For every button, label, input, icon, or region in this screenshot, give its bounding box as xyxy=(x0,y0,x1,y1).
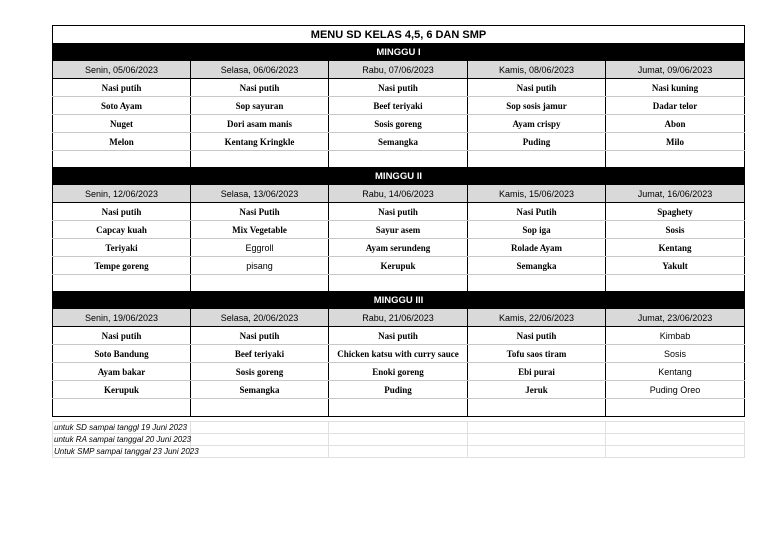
menu-cell: Semangka xyxy=(329,133,468,151)
note-smp: Untuk SMP sampai tanggal 23 Juni 2023 xyxy=(54,447,199,456)
menu-cell: Teriyaki xyxy=(53,239,191,257)
empty-cell xyxy=(468,275,606,292)
menu-cell: Sayur asem xyxy=(329,221,468,239)
day-header: Rabu, 21/06/2023 xyxy=(329,309,468,327)
menu-cell: Nasi putih xyxy=(329,79,468,97)
menu-cell: Nasi putih xyxy=(191,327,329,345)
menu-cell: Beef teriyaki xyxy=(329,97,468,115)
menu-sheet xyxy=(52,25,744,458)
menu-cell: Nasi putih xyxy=(53,327,191,345)
menu-cell: Enoki goreng xyxy=(329,363,468,381)
menu-cell: Mix Vegetable xyxy=(191,221,329,239)
empty-cell xyxy=(468,399,606,417)
menu-cell: Tempe goreng xyxy=(53,257,191,275)
empty-cell xyxy=(191,151,329,168)
menu-cell: Ebi purai xyxy=(468,363,606,381)
menu-cell: Nuget xyxy=(53,115,191,133)
empty-cell xyxy=(329,422,468,434)
day-header: Kamis, 22/06/2023 xyxy=(468,309,606,327)
day-header: Senin, 12/06/2023 xyxy=(53,185,191,203)
menu-cell: Nasi putih xyxy=(329,203,468,221)
menu-cell: Ayam crispy xyxy=(468,115,606,133)
day-header: Kamis, 15/06/2023 xyxy=(468,185,606,203)
menu-cell: Beef teriyaki xyxy=(191,345,329,363)
empty-cell xyxy=(329,446,468,458)
menu-cell: Nasi putih xyxy=(468,327,606,345)
menu-table xyxy=(52,25,745,458)
menu-cell: Soto Ayam xyxy=(53,97,191,115)
menu-cell: pisang xyxy=(191,257,329,275)
empty-cell xyxy=(606,275,745,292)
menu-cell: Kerupuk xyxy=(53,381,191,399)
menu-cell: Sosis xyxy=(606,221,745,239)
day-header: Senin, 19/06/2023 xyxy=(53,309,191,327)
day-header: Senin, 05/06/2023 xyxy=(53,61,191,79)
empty-cell xyxy=(606,399,745,417)
empty-cell xyxy=(606,446,745,458)
day-header: Selasa, 20/06/2023 xyxy=(191,309,329,327)
empty-cell xyxy=(191,434,329,446)
empty-cell xyxy=(191,422,329,434)
empty-cell xyxy=(329,399,468,417)
menu-cell: Kentang xyxy=(606,363,745,381)
menu-cell: Kerupuk xyxy=(329,257,468,275)
menu-cell: Dori asam manis xyxy=(191,115,329,133)
menu-cell: Melon xyxy=(53,133,191,151)
week-header: MINGGU III xyxy=(53,292,745,309)
menu-cell: Sosis goreng xyxy=(329,115,468,133)
day-header: Jumat, 16/06/2023 xyxy=(606,185,745,203)
menu-cell: Capcay kuah xyxy=(53,221,191,239)
menu-cell: Nasi Putih xyxy=(468,203,606,221)
day-header: Selasa, 13/06/2023 xyxy=(191,185,329,203)
menu-cell: Sop sosis jamur xyxy=(468,97,606,115)
empty-cell xyxy=(468,434,606,446)
empty-cell xyxy=(329,275,468,292)
empty-cell xyxy=(468,422,606,434)
day-header: Rabu, 07/06/2023 xyxy=(329,61,468,79)
menu-cell: Sop iga xyxy=(468,221,606,239)
empty-cell xyxy=(191,446,329,458)
menu-cell: Kentang xyxy=(606,239,745,257)
menu-cell: Nasi putih xyxy=(53,203,191,221)
day-header: Jumat, 09/06/2023 xyxy=(606,61,745,79)
day-header: Selasa, 06/06/2023 xyxy=(191,61,329,79)
menu-cell: Sop sayuran xyxy=(191,97,329,115)
menu-cell: Kentang Kringkle xyxy=(191,133,329,151)
empty-cell xyxy=(53,275,191,292)
menu-cell: Eggroll xyxy=(191,239,329,257)
menu-title: MENU SD KELAS 4,5, 6 DAN SMP xyxy=(53,26,745,44)
menu-cell: Ayam bakar xyxy=(53,363,191,381)
menu-cell: Nasi putih xyxy=(191,79,329,97)
empty-cell xyxy=(53,151,191,168)
menu-cell: Puding xyxy=(329,381,468,399)
day-header: Kamis, 08/06/2023 xyxy=(468,61,606,79)
menu-cell: Jeruk xyxy=(468,381,606,399)
empty-cell xyxy=(606,151,745,168)
menu-cell: Rolade Ayam xyxy=(468,239,606,257)
menu-cell: Milo xyxy=(606,133,745,151)
menu-cell: Puding xyxy=(468,133,606,151)
menu-cell: Semangka xyxy=(468,257,606,275)
menu-cell: Soto Bandung xyxy=(53,345,191,363)
empty-cell xyxy=(191,275,329,292)
menu-cell: Nasi putih xyxy=(53,79,191,97)
menu-cell: Dadar telor xyxy=(606,97,745,115)
note-sd: untuk SD sampai tanggl 19 Juni 2023 xyxy=(53,422,191,434)
menu-cell: Sosis xyxy=(606,345,745,363)
menu-cell: Ayam serundeng xyxy=(329,239,468,257)
empty-cell xyxy=(329,151,468,168)
empty-cell xyxy=(606,434,745,446)
week-header: MINGGU II xyxy=(53,168,745,185)
menu-cell: Nasi putih xyxy=(468,79,606,97)
menu-cell: Nasi kuning xyxy=(606,79,745,97)
menu-cell: Sosis goreng xyxy=(191,363,329,381)
menu-cell: Kimbab xyxy=(606,327,745,345)
empty-cell xyxy=(329,434,468,446)
menu-cell: Chicken katsu with curry sauce xyxy=(329,345,468,363)
menu-cell: Spaghety xyxy=(606,203,745,221)
empty-cell xyxy=(606,422,745,434)
menu-cell: Puding Oreo xyxy=(606,381,745,399)
menu-cell: Nasi putih xyxy=(329,327,468,345)
empty-cell xyxy=(468,151,606,168)
menu-cell: Semangka xyxy=(191,381,329,399)
empty-cell xyxy=(191,399,329,417)
empty-cell xyxy=(53,399,191,417)
day-header: Jumat, 23/06/2023 xyxy=(606,309,745,327)
empty-cell xyxy=(468,446,606,458)
week-header: MINGGU I xyxy=(53,44,745,61)
menu-cell: Nasi Putih xyxy=(191,203,329,221)
note-ra: untuk RA sampai tanggal 20 Juni 2023 xyxy=(54,435,192,444)
menu-cell: Abon xyxy=(606,115,745,133)
menu-cell: Yakult xyxy=(606,257,745,275)
day-header: Rabu, 14/06/2023 xyxy=(329,185,468,203)
menu-cell: Tofu saos tiram xyxy=(468,345,606,363)
